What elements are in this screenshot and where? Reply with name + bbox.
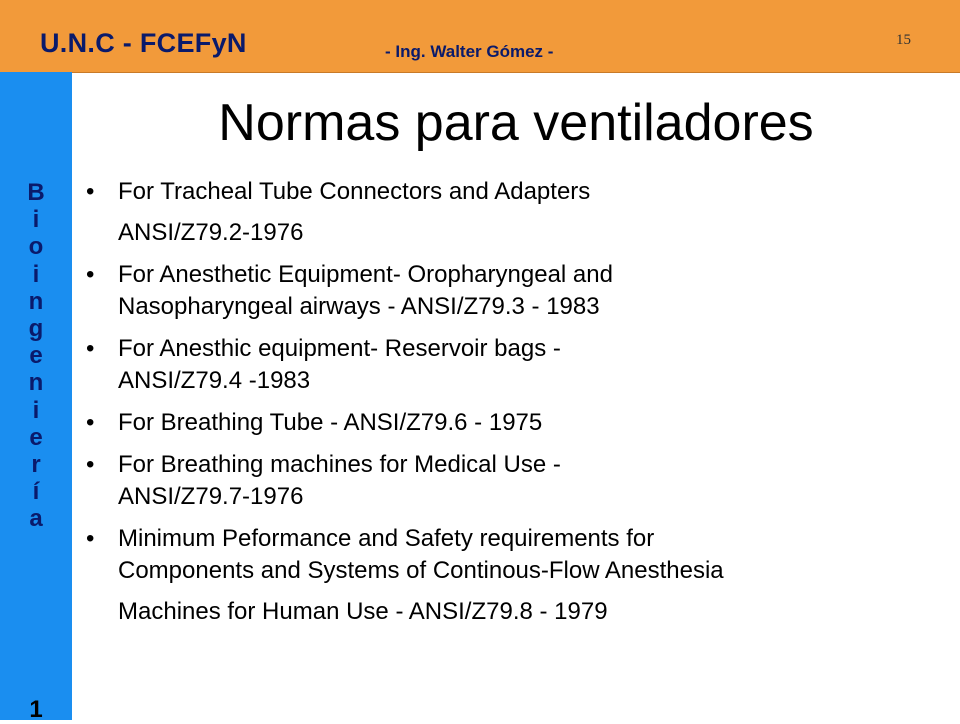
- bullet-dot-icon: •: [86, 409, 95, 436]
- sidebar-letter: g: [28, 315, 44, 343]
- bullet-line: Components and Systems of Continous-Flow Anesthesia: [118, 557, 724, 584]
- sidebar-letter: n: [28, 369, 44, 397]
- sidebar-vertical-text: [0, 179, 72, 533]
- sidebar-letter: r: [31, 451, 41, 479]
- bullet-line: For Breathing Tube - ANSI/Z79.6 - 1975: [118, 409, 543, 436]
- bullet-dot-icon: •: [86, 178, 95, 205]
- bullet-dot-icon: •: [86, 525, 95, 552]
- author-name: - Ing. Walter Gómez -: [385, 42, 554, 61]
- bullet-line: For Tracheal Tube Connectors and Adapters: [118, 178, 591, 205]
- sidebar-letter: i: [32, 260, 40, 288]
- header-bar: [0, 0, 960, 73]
- bullet-line: Minimum Peformance and Safety requirements for: [118, 525, 655, 552]
- bullet-list: [82, 176, 952, 638]
- bullet-item: [82, 259, 952, 323]
- sidebar-letter: a: [29, 505, 43, 533]
- bullet-item: [82, 523, 952, 628]
- bullet-line: ANSI/Z79.7-1976: [118, 483, 304, 510]
- sidebar-letter: o: [28, 233, 44, 261]
- sidebar-letter: e: [29, 423, 43, 451]
- sidebar-letter: e: [29, 342, 43, 370]
- bullet-item: [82, 449, 952, 513]
- sidebar-letter: í: [32, 478, 40, 506]
- slide-title: Normas para ventiladores: [218, 94, 814, 152]
- organization-name: U.N.C - FCEFyN: [40, 28, 247, 58]
- sidebar-number: 1: [29, 696, 43, 723]
- bullet-dot-icon: •: [86, 335, 95, 362]
- sidebar-letter: i: [32, 396, 40, 424]
- bullet-item: [82, 333, 952, 397]
- sidebar: [0, 72, 72, 723]
- bullet-line: For Anesthetic Equipment- Oropharyngeal and: [118, 261, 613, 288]
- bullet-line: Nasopharyngeal airways - ANSI/Z79.3 - 1983: [118, 293, 600, 320]
- sidebar-letter: i: [32, 206, 40, 234]
- bullet-line: ANSI/Z79.2-1976: [118, 219, 304, 246]
- bullet-line: ANSI/Z79.4 -1983: [118, 367, 311, 394]
- bullet-item: [82, 176, 952, 249]
- bullet-dot-icon: •: [86, 451, 95, 478]
- bullet-item: [82, 407, 952, 439]
- bullet-line: Machines for Human Use - ANSI/Z79.8 - 1979: [118, 598, 608, 625]
- bullet-dot-icon: •: [86, 261, 95, 288]
- sidebar-letter: n: [28, 287, 44, 315]
- page-number: 15: [896, 32, 911, 48]
- bullet-line: For Breathing machines for Medical Use -: [118, 451, 561, 478]
- bullet-line: For Anesthic equipment- Reservoir bags -: [118, 335, 561, 362]
- sidebar-letter: B: [27, 179, 45, 206]
